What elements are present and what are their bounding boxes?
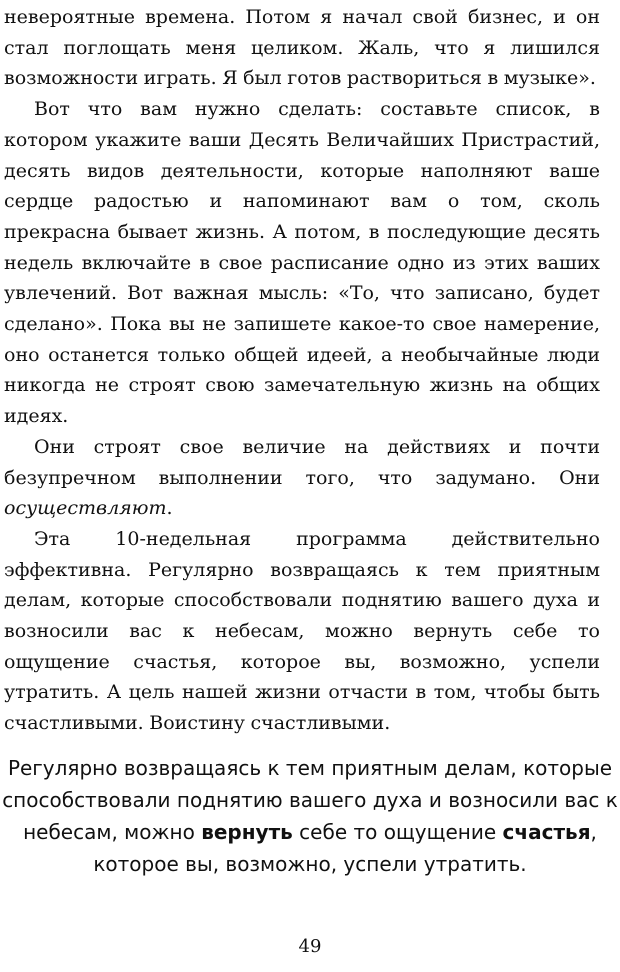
paragraph-4: Эта 10-недельная программа действительно эффективна. Регулярно возвращаясь к тем приятным делам, которые способствовали поднятию вашего духа и возносили вас к небесам, можно вернуть себе то ощущение счастья, которое вы, возможно, успели утратить. А цель нашей жизни отчасти в том, чтобы быть счастливыми. Воистину счастливыми.: [4, 527, 600, 735]
pull-quote-text-2: себе то ощущение: [292, 820, 503, 844]
paragraph-3: [4, 432, 600, 524]
pull-quote-bold-1: вернуть: [201, 820, 293, 844]
body-text: [4, 2, 600, 739]
pull-quote-text-3: , которое вы, возможно, успели утратить.: [93, 820, 597, 876]
paragraph-3-text: Они строят свое величие на действиях и почти безупречном выполнении того, что задумано. Они: [4, 435, 600, 489]
pull-quote-bold-2: счастья: [502, 820, 591, 844]
paragraph-1: невероятные времена. Потом я начал свой бизнес, и он стал поглощать меня целиком. Жаль, что я лишился возможности играть. Я был готов раствориться в музыке».: [4, 6, 600, 90]
paragraph-3-end: .: [166, 497, 173, 520]
emphasis-word: осуществляют: [4, 497, 167, 520]
pull-quote: [0, 752, 620, 880]
paragraph-2: Вот что вам нужно сделать: составьте список, в котором укажите ваши Десять Величайших Пристрастий, десять видов деятельности, которые наполняют ваше сердце радостью и напоминают вам о том, сколь прекрасна бывает жизнь. А потом, в последующие десять недель включайте в свое расписание одно из этих ваших увлечений. Вот важная мысль: «То, что записано, будет сделано». Пока вы не запишете какое-то свое намерение, оно останется только общей идеей, а необычайные люди никогда не строят свою замечательную жизнь на общих идеях.: [4, 98, 600, 428]
page-number: 49: [298, 936, 322, 957]
pull-quote-text-1: Регулярно возвращаясь к тем приятным делам, которые способствовали поднятию вашего духа и возносили вас к небесам, можно: [2, 756, 618, 844]
